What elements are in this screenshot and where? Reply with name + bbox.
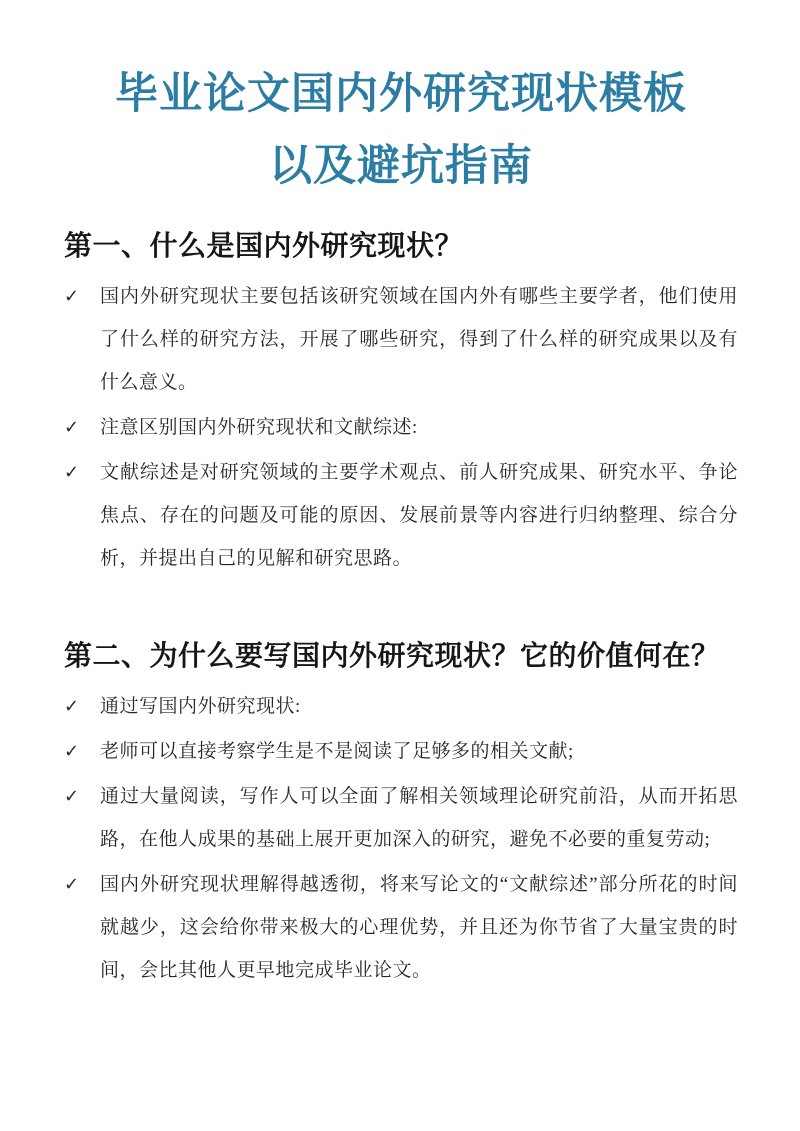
- checkmark-icon: ✓: [64, 874, 80, 896]
- page-title-line-2: 以及避坑指南: [269, 142, 533, 191]
- bullet-text: 注意区别国内外研究现状和文献综述:: [100, 417, 418, 439]
- bullet-item: [64, 775, 738, 861]
- bullet-text: 文献综述是对研究领域的主要学术观点、前人研究成果、研究水平、争论焦点、存在的问题及可能的原因、发展前景等内容进行归纳整理、综合分析，并提出自己的见解和研究思路。: [100, 462, 738, 570]
- checkmark-icon: ✓: [64, 786, 80, 808]
- checkmark-icon: ✓: [64, 417, 80, 439]
- bullet-item: [64, 730, 738, 773]
- bullet-item: [64, 275, 738, 404]
- checkmark-icon: ✓: [64, 696, 80, 718]
- checkmark-icon: ✓: [64, 462, 80, 484]
- section-what-is: [64, 228, 738, 580]
- bullet-text: 通过大量阅读，写作人可以全面了解相关领域理论研究前沿，从而开拓思路，在他人成果的基础上展开更加深入的研究，避免不必要的重复劳动;: [100, 786, 738, 851]
- bullet-text: 国内外研究现状主要包括该研究领域在国内外有哪些主要学者，他们使用了什么样的研究方法，开展了哪些研究，得到了什么样的研究成果以及有什么意义。: [100, 286, 738, 394]
- section-2-heading: 第二、为什么要写国内外研究现状？它的价值何在？: [64, 640, 720, 672]
- section-why-write: [64, 638, 738, 992]
- page-title: [64, 58, 738, 202]
- page-title-line-1: 毕业论文国内外研究现状模板: [115, 70, 687, 118]
- bullet-text: 通过写国内外研究现状:: [100, 696, 301, 718]
- bullet-text: 国内外研究现状理解得越透彻，将来写论文的“文献综述”部分所花的时间就越少，这会给你带来极大的心理优势，并且还为你节省了大量宝贵的时间，会比其他人更早地完成毕业论文。: [100, 874, 738, 982]
- bullet-text: 老师可以直接考察学生是不是阅读了足够多的相关文献;: [100, 741, 574, 763]
- bullet-item: [64, 685, 738, 728]
- checkmark-icon: ✓: [64, 741, 80, 763]
- bullet-item: [64, 406, 738, 449]
- bullet-item: [64, 451, 738, 580]
- bullet-item: [64, 863, 738, 992]
- checkmark-icon: ✓: [64, 286, 80, 308]
- section-1-heading: 第一、什么是国内外研究现状？: [64, 230, 464, 262]
